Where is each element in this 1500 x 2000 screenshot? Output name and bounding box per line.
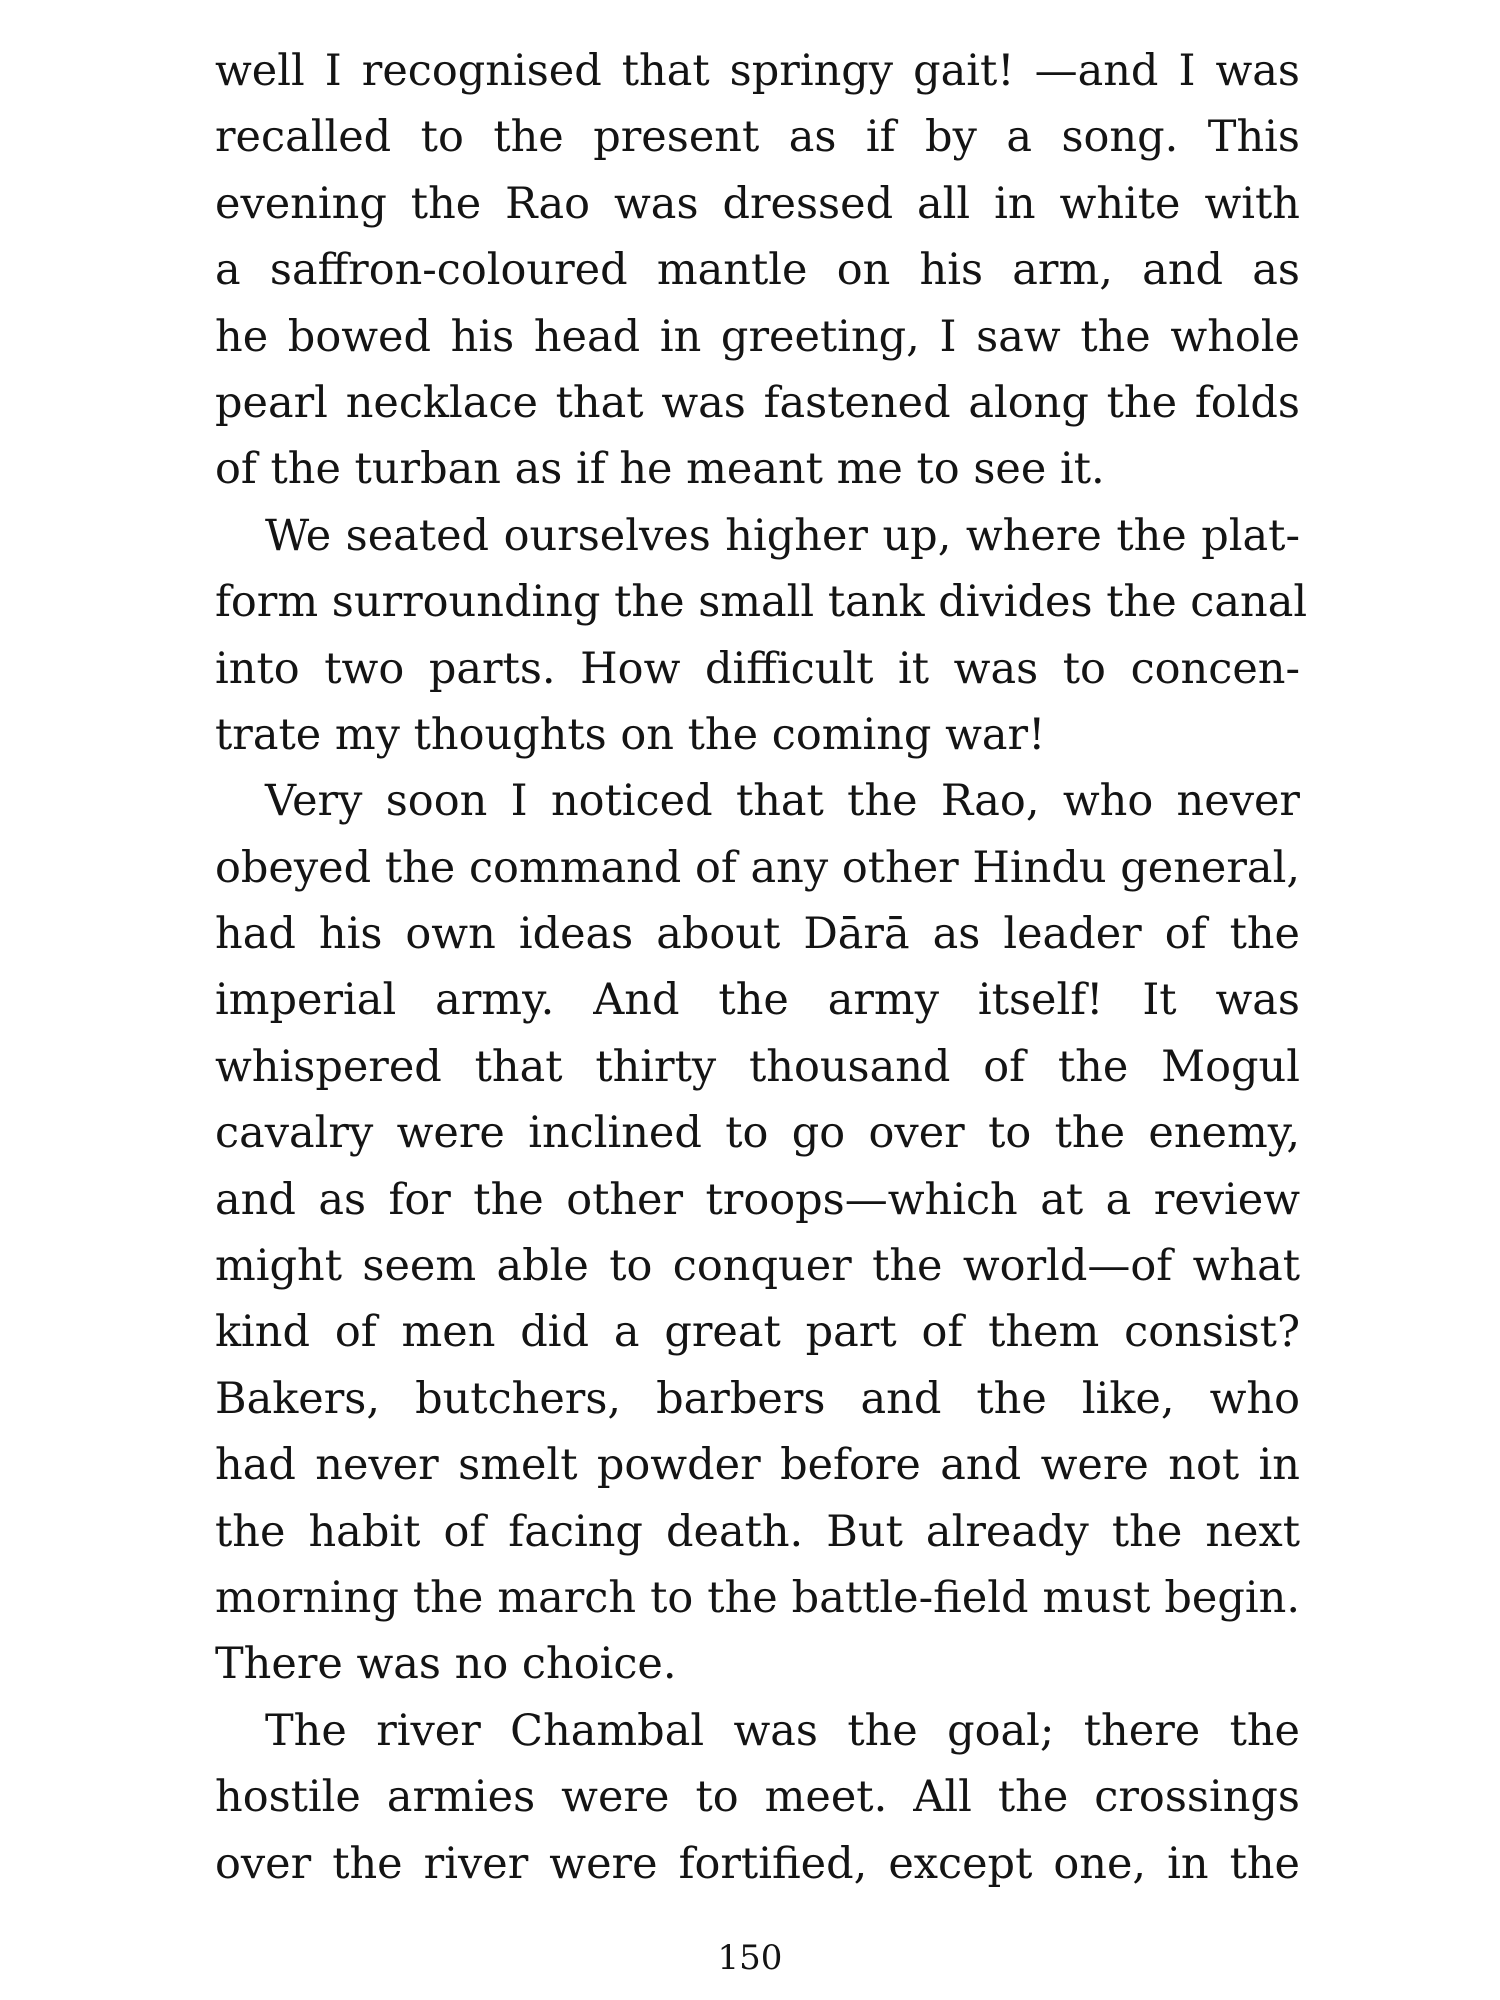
text-line: whispered that thirty thousand of the Mogul (215, 1041, 1300, 1092)
text-line: had his own ideas about Dārā as leader of the (215, 909, 1300, 960)
text-line: the habit of facing death. But already the next (215, 1506, 1300, 1557)
text-line: cavalry were inclined to go over to the enemy, (215, 1108, 1300, 1159)
text-line: hostile armies were to meet. All the crossings (215, 1772, 1300, 1823)
text-line: form surrounding the small tank divides the canal (215, 577, 1308, 628)
text-line: recalled to the present as if by a song. This (215, 112, 1300, 163)
text-line: obeyed the command of any other Hindu general, (215, 842, 1300, 893)
text-line: kind of men did a great part of them consist? (215, 1307, 1300, 1358)
text-line: over the river were fortified, except one, in the (215, 1838, 1300, 1889)
text-line: and as for the other troops—which at a review (215, 1174, 1300, 1225)
text-line: evening the Rao was dressed all in white with (215, 178, 1300, 229)
text-line: a saffron-coloured mantle on his arm, and as (215, 245, 1300, 296)
text-line: he bowed his head in greeting, I saw the whole (215, 311, 1300, 362)
text-line: We seated ourselves higher up, where the plat- (265, 510, 1300, 561)
text-line: had never smelt powder before and were not in (215, 1440, 1300, 1491)
body-text (215, 38, 1308, 1897)
text-line: Bakers, butchers, barbers and the like, who (215, 1373, 1300, 1424)
text-line: The river Chambal was the goal; there the (265, 1705, 1300, 1756)
text-line: pearl necklace that was fastened along the folds (215, 377, 1300, 428)
text-line: Very soon I noticed that the Rao, who never (265, 776, 1300, 827)
text-line: morning the march to the battle-field must begin. (215, 1572, 1300, 1623)
text-line: into two parts. How difficult it was to concen- (215, 643, 1300, 694)
text-line: There was no choice. (215, 1639, 677, 1690)
text-line: imperial army. And the army itself! It was (215, 975, 1300, 1026)
text-line: trate my thoughts on the coming war! (215, 709, 1046, 760)
text-line: well I recognised that springy gait! —and I was (215, 46, 1300, 96)
page-number: 150 (717, 1938, 783, 1978)
text-line: might seem able to conquer the world—of what (215, 1241, 1300, 1292)
text-line: of the turban as if he meant me to see it. (215, 444, 1105, 495)
